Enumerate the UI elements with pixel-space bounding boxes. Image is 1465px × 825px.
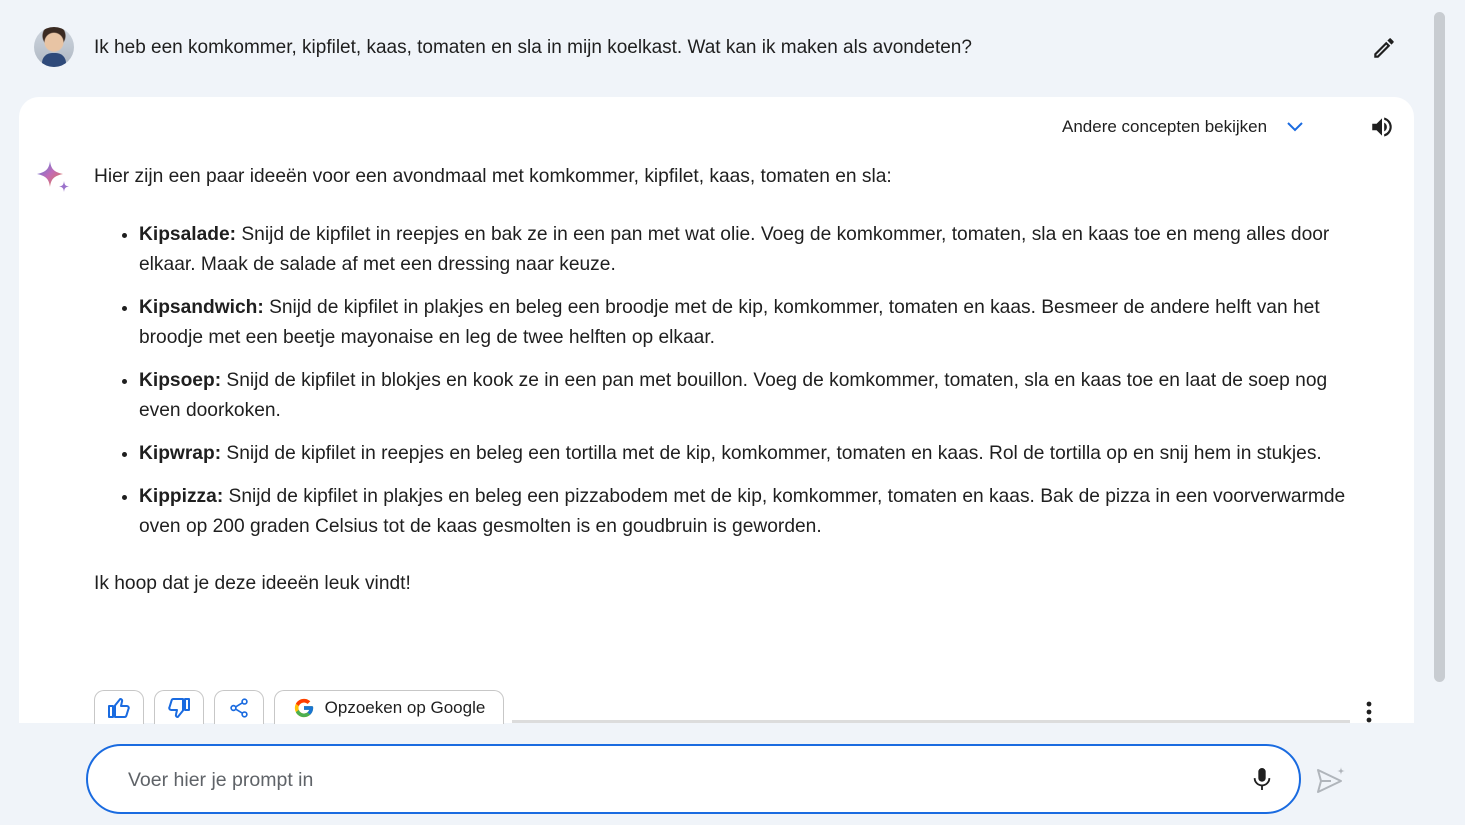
pencil-icon [1371, 35, 1397, 61]
list-item [139, 439, 1364, 469]
chevron-down-icon [1285, 120, 1305, 134]
thumbs-up-button[interactable] [94, 690, 144, 724]
item-text: Snijd de kipfilet in reepjes en bak ze in een pan met wat olie. Voeg de komkommer, tomaten, sla en kaas toe en meng alles door elkaar. Maak de salade af met een dressing naar keuze. [139, 224, 1330, 275]
scrollbar[interactable] [1434, 12, 1445, 682]
google-search-button[interactable] [274, 690, 504, 724]
edit-prompt-button[interactable] [1368, 32, 1400, 64]
microphone-button[interactable] [1248, 764, 1276, 794]
share-button[interactable] [214, 690, 264, 724]
view-drafts-label: Andere concepten bekijken [1062, 117, 1268, 136]
item-title: Kippizza: [139, 486, 224, 507]
more-options-button[interactable] [1356, 698, 1382, 726]
item-text: Snijd de kipfilet in plakjes en beleg een pizzabodem met de kip, komkommer, tomaten en kaas. Bak de pizza in een voorverwarmde oven op 200 graden Celsius tot de kaas gesmolten is en goudbruin is geworden. [139, 486, 1346, 537]
item-title: Kipsalade: [139, 224, 237, 245]
response-closing: Ik hoop dat je deze ideeën leuk vindt! [94, 573, 411, 594]
view-drafts-button[interactable] [1062, 116, 1305, 138]
divider [512, 720, 1350, 723]
item-text: Snijd de kipfilet in reepjes en beleg een tortilla met de kip, komkommer, tomaten en kaas. Rol de tortilla op en snij hem in stukjes. [221, 443, 1322, 464]
item-title: Kipsoep: [139, 370, 222, 391]
item-text: Snijd de kipfilet in plakjes en beleg een broodje met de kip, komkommer, tomaten en kaas. Besmeer de andere helft van het broodje met een beetje mayonaise en leg de twee helften op elkaar. [139, 297, 1320, 348]
google-search-label: Opzoeken op Google [324, 697, 486, 717]
google-g-icon [293, 697, 315, 719]
thumbs-down-button[interactable] [154, 690, 204, 724]
response-intro: Hier zijn een paar ideeën voor een avondmaal met komkommer, kipfilet, kaas, tomaten en sla: [94, 166, 892, 187]
more-vertical-icon [1365, 700, 1373, 724]
list-item [139, 220, 1364, 280]
prompt-input-container [86, 744, 1301, 814]
item-text: Snijd de kipfilet in blokjes en kook ze in een pan met bouillon. Voeg de komkommer, tomaten, sla en kaas toe en laat de soep nog even doorkoken. [139, 370, 1328, 421]
listen-button[interactable] [1366, 112, 1398, 142]
user-prompt-text: Ik heb een komkommer, kipfilet, kaas, tomaten en sla in mijn koelkast. Wat kan ik maken als avondeten? [94, 37, 972, 58]
send-sparkle-icon [1315, 765, 1347, 795]
send-button[interactable] [1314, 764, 1348, 796]
share-icon [228, 697, 250, 719]
prompt-input[interactable] [126, 764, 1210, 796]
idea-list [94, 220, 1364, 542]
user-avatar [34, 27, 74, 67]
list-item [139, 293, 1364, 353]
list-item [139, 482, 1364, 542]
user-prompt-row [0, 0, 1430, 96]
list-item [139, 366, 1364, 426]
response-body [94, 162, 1364, 599]
speaker-icon [1369, 114, 1395, 140]
item-title: Kipsandwich: [139, 297, 264, 318]
thumbs-down-icon [167, 696, 191, 720]
item-title: Kipwrap: [139, 443, 222, 464]
microphone-icon [1251, 766, 1273, 792]
gemini-spark-icon [36, 160, 72, 196]
thumbs-up-icon [107, 696, 131, 720]
